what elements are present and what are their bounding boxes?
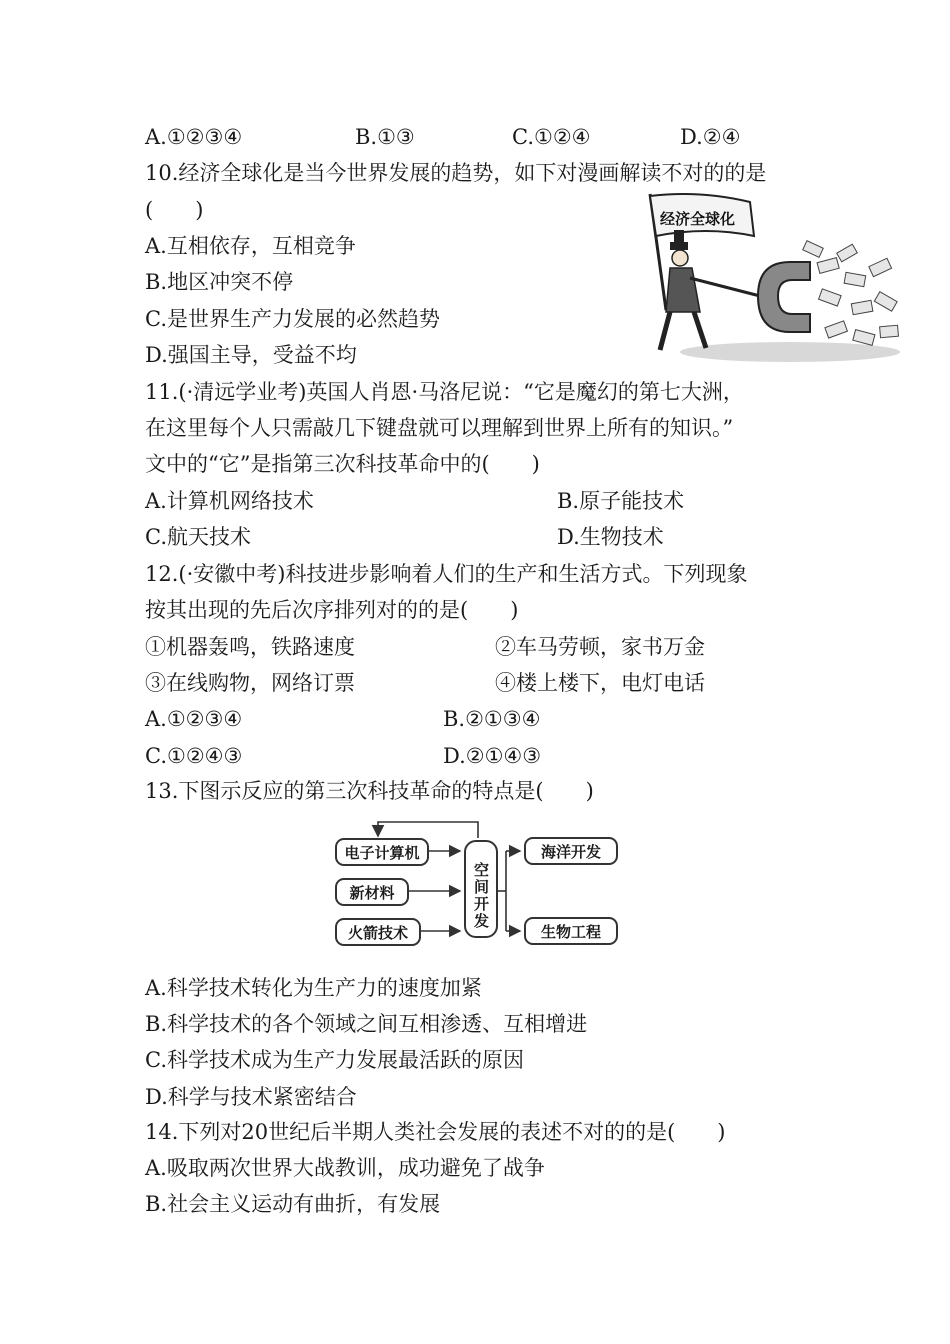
q9-option-a: A.①②③④ xyxy=(145,125,243,149)
q12-stem-line2: 按其出现的先后次序排列对的的是( ) xyxy=(145,598,519,622)
q9-option-b: B.①③ xyxy=(355,125,415,149)
q12-option-b: B.②①③④ xyxy=(443,707,541,731)
q12-option-c: C.①②④③ xyxy=(145,744,243,768)
diagram-box-ocean-development: 海洋开发 xyxy=(524,837,618,865)
q11-stem-line1: 11.(·清远学业考)英国人肖恩·马洛尼说：“它是魔幻的第七大洲， xyxy=(145,380,744,404)
globalization-cartoon xyxy=(640,192,902,364)
q13-option-b: B.科学技术的各个领域之间互相渗透、互相增进 xyxy=(145,1012,588,1036)
q13-stem: 13.下图示反应的第三次科技革命的特点是( ) xyxy=(145,779,594,803)
q10-option-c: C.是世界生产力发展的必然趋势 xyxy=(145,307,440,331)
cartoon-flag-text: 经济全球化 xyxy=(660,210,736,228)
q12-statement-1: ①机器轰鸣，铁路速度 xyxy=(145,635,355,659)
q14-option-b: B.社会主义运动有曲折，有发展 xyxy=(145,1192,441,1216)
tech-revolution-diagram xyxy=(330,818,630,950)
q10-option-a: A.互相依存，互相竞争 xyxy=(145,234,356,258)
q9-option-c: C.①②④ xyxy=(512,125,591,149)
q10-option-b: B.地区冲突不停 xyxy=(145,270,294,294)
q10-stem: 10.经济全球化是当今世界发展的趋势，如下对漫画解读不对的的是 xyxy=(145,161,767,185)
q10-option-d: D.强国主导，受益不均 xyxy=(145,343,357,367)
q11-option-b: B.原子能技术 xyxy=(557,489,685,513)
diagram-box-computer: 电子计算机 xyxy=(335,838,429,866)
diagram-box-bioengineering: 生物工程 xyxy=(524,917,618,945)
diagram-box-rocket-technology: 火箭技术 xyxy=(335,918,421,946)
q14-option-a: A.吸取两次世界大战教训，成功避免了战争 xyxy=(145,1156,545,1180)
q12-statement-4: ④楼上楼下，电灯电话 xyxy=(495,671,705,695)
q13-option-d: D.科学与技术紧密结合 xyxy=(145,1085,357,1109)
q12-option-d: D.②①④③ xyxy=(443,744,542,768)
diagram-box-space-development: 空间开发 xyxy=(464,840,498,938)
q13-option-a: A.科学技术转化为生产力的速度加紧 xyxy=(145,976,482,1000)
q11-stem-line2: 在这里每个人只需敲几下键盘就可以理解到世界上所有的知识。” xyxy=(145,416,734,440)
q10-answer-paren: ( ) xyxy=(145,198,204,222)
q12-stem-line1: 12.(·安徽中考)科技进步影响着人们的生产和生活方式。下列现象 xyxy=(145,562,748,586)
q13-option-c: C.科学技术成为生产力发展最活跃的原因 xyxy=(145,1048,524,1072)
q9-option-d: D.②④ xyxy=(680,125,741,149)
q14-stem: 14.下列对20世纪后半期人类社会发展的表述不对的的是( ) xyxy=(145,1120,726,1144)
diagram-box-new-materials: 新材料 xyxy=(335,878,409,906)
q12-statement-3: ③在线购物，网络订票 xyxy=(145,671,355,695)
q11-option-d: D.生物技术 xyxy=(557,525,664,549)
q11-option-c: C.航天技术 xyxy=(145,525,251,549)
q12-option-a: A.①②③④ xyxy=(145,707,243,731)
q11-stem-line3: 文中的“它”是指第三次科技革命中的( ) xyxy=(145,452,540,476)
q12-statement-2: ②车马劳顿，家书万金 xyxy=(495,635,705,659)
q11-option-a: A.计算机网络技术 xyxy=(145,489,314,513)
